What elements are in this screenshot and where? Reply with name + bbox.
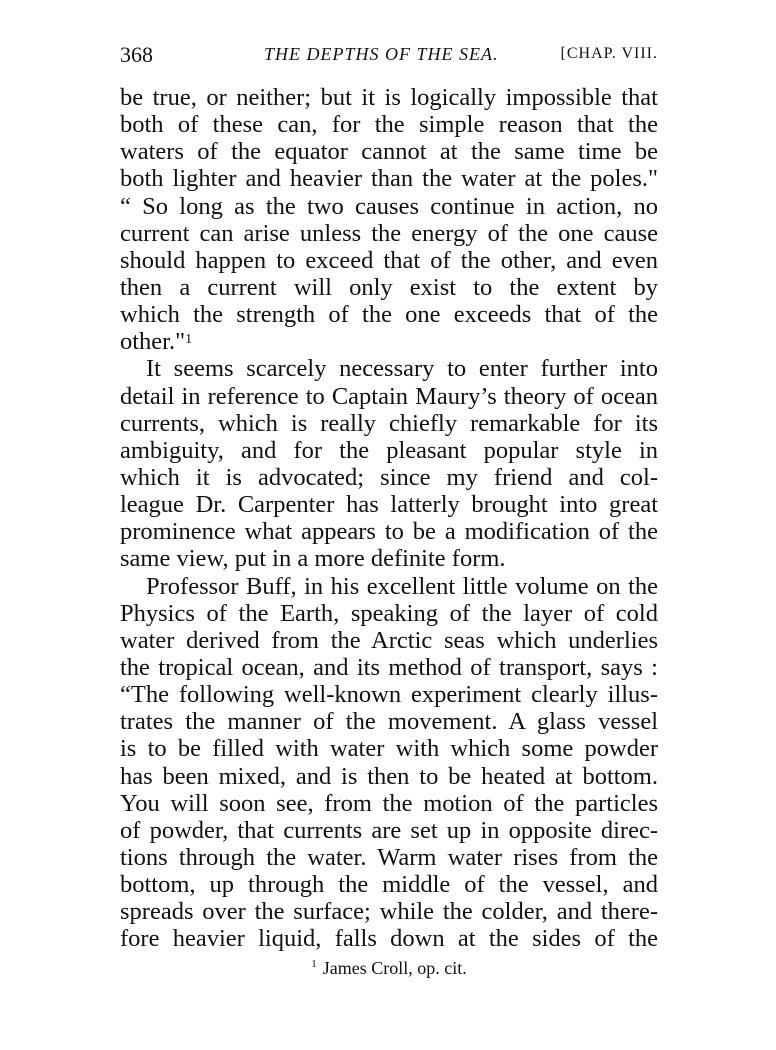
page-number: 368 xyxy=(120,42,153,67)
text-line: both lighter and heavier than the water at the poles." xyxy=(120,165,658,193)
text-line: “The following well-known experiment clearly illus- xyxy=(120,681,658,709)
text-line: is to be filled with water with which some powder xyxy=(120,735,658,763)
text-line-paragraph-start: It seems scarcely necessary to enter further into xyxy=(146,355,658,383)
footnote-mark: 1 xyxy=(311,958,317,970)
footnote-text: James Croll, op. cit. xyxy=(322,958,467,978)
text-line-paragraph-end xyxy=(120,328,658,355)
text-line: ambiguity, and for the pleasant popular style in xyxy=(120,436,658,464)
text-line: should happen to exceed that of the other, and even xyxy=(120,246,658,274)
text-line: has been mixed, and is then to be heated at bottom. xyxy=(120,762,658,790)
text-line: detail in reference to Captain Maury’s theory of ocean xyxy=(120,382,658,410)
text-line: You will soon see, from the motion of the particles xyxy=(120,789,658,817)
text-line: current can arise unless the energy of the one cause xyxy=(120,219,658,247)
text-line: then a current will only exist to the extent by xyxy=(120,273,658,301)
text-line: which it is advocated; since my friend and col- xyxy=(120,463,658,491)
text-line: the tropical ocean, and its method of transport, says : xyxy=(120,653,658,681)
text-line: both of these can, for the simple reason that the xyxy=(120,111,658,139)
text-line: league Dr. Carpenter has latterly brought into great xyxy=(120,491,658,519)
text-line: currents, which is really chiefly remarkable for its xyxy=(120,409,658,437)
footnote xyxy=(120,958,658,979)
text-line: be true, or neither; but it is logically impossible that xyxy=(120,84,658,111)
text-line: waters of the equator cannot at the same time be xyxy=(120,138,658,166)
text-line-paragraph-start: Professor Buff, in his excellent little volume on the xyxy=(146,572,658,600)
body-text xyxy=(120,84,658,953)
running-title: THE DEPTHS OF THE SEA. xyxy=(264,44,499,64)
text-line: bottom, up through the middle of the vessel, and xyxy=(120,871,658,899)
chapter-reference: [CHAP. VIII. xyxy=(560,45,658,62)
text-line: trates the manner of the movement. A glass vessel xyxy=(120,708,658,736)
text-line: of powder, that currents are set up in opposite direc- xyxy=(120,816,658,844)
text-line: spreads over the surface; while the colder, and there- xyxy=(120,898,658,926)
text-line: fore heavier liquid, falls down at the sides of the xyxy=(120,925,658,953)
text-line: prominence what appears to be a modification of the xyxy=(120,518,658,546)
text-line-content: other." xyxy=(120,328,186,356)
running-head xyxy=(120,42,658,72)
footnote-reference: 1 xyxy=(185,332,193,348)
text-line: tions through the water. Warm water rises from the xyxy=(120,843,658,871)
text-line-paragraph-end: same view, put in a more definite form. xyxy=(120,545,506,573)
text-line: which the strength of the one exceeds that of the xyxy=(120,301,658,329)
text-line: “ So long as the two causes continue in action, no xyxy=(120,192,658,220)
text-line: Physics of the Earth, speaking of the layer of cold xyxy=(120,599,658,627)
text-line: water derived from the Arctic seas which underlies xyxy=(120,626,658,654)
